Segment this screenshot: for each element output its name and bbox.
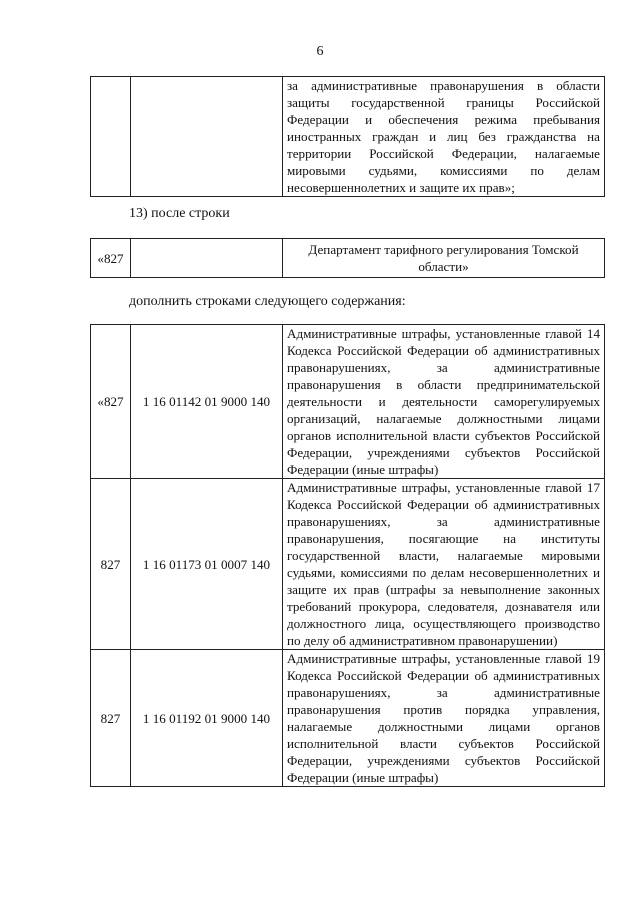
code-cell: 827	[91, 650, 131, 787]
code-cell: «827	[91, 325, 131, 479]
page-number: 6	[316, 44, 324, 59]
table-row	[91, 77, 605, 197]
description-cell: Административные штрафы, установленные главой 14 Кодекса Российской Федерации об административных правонарушениях, за административные правонарушения в области предпринимательской деятельности и деятельности саморегулируемых организаций, налагаемые должностными лицами органов исполнительной власти субъектов Российской Федерации, учреждениями субъектов Российской Федерации (иные штрафы)	[283, 325, 605, 479]
add-rows-intro: дополнить строками следующего содержания:	[129, 294, 406, 309]
kbk-cell: 1 16 01173 01 0007 140	[131, 479, 283, 650]
description-cell: Административные штрафы, установленные главой 17 Кодекса Российской Федерации об административных правонарушениях, за административные правонарушения, посягающие на институты государственной власти, налагаемые мировыми судьями, комиссиями по делам несовершеннолетних и защите их прав (штрафы за невыполнение законных требований прокурора, следователя, дознавателя или должностного лица, осуществляющего производство по делу об административном правонарушении)	[283, 479, 605, 650]
code-cell: «827	[91, 239, 131, 278]
code-cell	[91, 77, 131, 197]
kbk-cell	[131, 77, 283, 197]
description-cell: Административные штрафы, установленные главой 19 Кодекса Российской Федерации об административных правонарушениях, за административные правонарушения против порядка управления, налагаемые должностными лицами органов исполнительной власти субъектов Российской Федерации, учреждениями субъектов Российской Федерации (иные штрафы)	[283, 650, 605, 787]
table-row	[91, 239, 605, 278]
kbk-cell	[131, 239, 283, 278]
description-cell: Департамент тарифного регулирования Томской области»	[283, 239, 605, 278]
description-cell: за административные правонарушения в области защиты государственной границы Российской Федерации и обеспечения режима пребывания иностранных граждан и лиц без гражданства на территории Российской Федерации, налагаемые мировыми судьями, комиссиями по делам несовершеннолетних и защите их прав»;	[283, 77, 605, 197]
table-row	[91, 650, 605, 787]
after-row-table	[90, 238, 605, 278]
new-rows-table	[90, 324, 605, 787]
item-13-text: 13) после строки	[129, 206, 230, 221]
table-row	[91, 479, 605, 650]
kbk-cell: 1 16 01192 01 9000 140	[131, 650, 283, 787]
code-cell: 827	[91, 479, 131, 650]
top-table-fragment	[90, 76, 605, 197]
table-row	[91, 325, 605, 479]
kbk-cell: 1 16 01142 01 9000 140	[131, 325, 283, 479]
